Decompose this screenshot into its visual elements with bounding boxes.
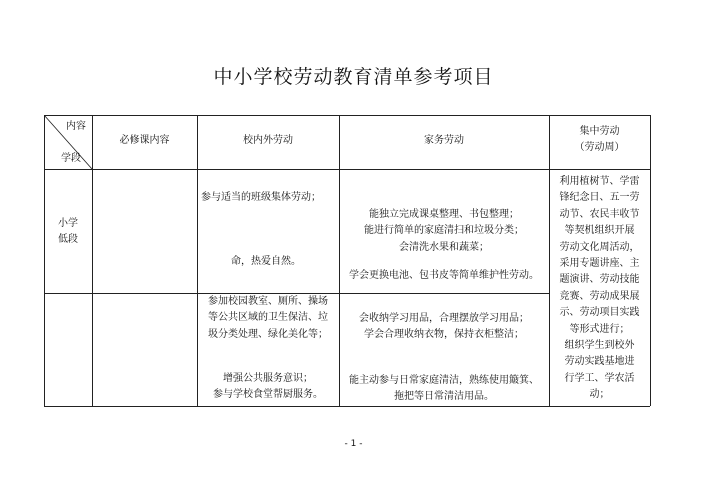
household-labor-cell	[339, 311, 549, 344]
household-labor-line: 拖把等日常清洁用品。	[394, 391, 494, 403]
focused-labor-line: 等契机组织开展	[564, 225, 635, 237]
stage-label-line: 小学	[58, 218, 78, 229]
table-border-right	[650, 115, 651, 406]
household-labor-line: 能独立完成课桌整理、书包整理；	[369, 209, 519, 220]
focused-labor-line: 动；	[589, 389, 610, 401]
focused-labor-line: 竞赛、劳动成果展	[559, 290, 640, 302]
campus-labor-text: 命，热爱自然。	[231, 256, 301, 267]
campus-labor-line: 参与学校食堂帮厨服务。	[213, 389, 323, 401]
header-campus-labor: 校内外劳动	[243, 135, 293, 146]
focused-labor-line: 示、劳动项目实践	[559, 307, 640, 319]
campus-labor-line: 等公共区域的卫生保洁、垃	[208, 312, 328, 324]
page-number: - 1 -	[344, 439, 363, 449]
page-title: 中小学校劳动教育清单参考项目	[213, 66, 494, 88]
header-focused-labor-line: 集中劳动	[579, 126, 620, 137]
header-household-labor: 家务劳动	[424, 135, 464, 146]
focused-labor-cell	[549, 174, 650, 404]
household-labor-line: 学会更换电池、包书皮等简单维护性劳动。	[349, 270, 539, 281]
household-labor-line: 能进行简单的家庭清扫和垃圾分类；	[364, 225, 524, 237]
focused-labor-line: 劳动文化周活动，	[559, 241, 640, 253]
focused-labor-line: 题演讲、劳动技能	[559, 274, 640, 286]
household-labor-line: 学会合理收纳衣物，保持衣柜整洁；	[364, 329, 524, 341]
campus-labor-cell	[197, 294, 339, 343]
household-labor-cell	[339, 207, 549, 256]
header-required-course: 必修课内容	[119, 135, 170, 146]
household-labor-cell	[339, 373, 549, 406]
stage-label-line: 低段	[58, 234, 78, 246]
column-divider	[197, 115, 198, 406]
header-focused-labor-line: （劳动周）	[574, 142, 625, 154]
focused-labor-line: 劳动实践基地进	[564, 356, 635, 368]
focused-labor-line: 动节、农民丰收节	[559, 208, 640, 220]
focused-labor-line: 等形式进行；	[569, 323, 630, 335]
column-divider	[339, 115, 340, 406]
household-labor-line: 能主动参与日常家庭清洁，熟练使用簸箕、	[349, 375, 539, 386]
focused-labor-line: 利用植树节、学雷	[559, 176, 640, 187]
header-focused-labor	[549, 124, 650, 157]
campus-labor-cell	[197, 371, 339, 404]
campus-labor-text: 参与适当的班级集体劳动；	[201, 192, 321, 203]
focused-labor-line: 锋纪念日、五一劳	[559, 192, 640, 204]
focused-labor-line: 采用专题讲座、主	[559, 258, 640, 270]
header-corner-stage: 学段	[61, 153, 81, 164]
focused-labor-line: 组织学生到校外	[564, 340, 635, 352]
campus-labor-line: 增强公共服务意识；	[223, 373, 313, 384]
stage-cell	[44, 216, 92, 249]
header-corner-content: 内容	[66, 121, 86, 132]
column-divider	[92, 115, 93, 406]
campus-labor-line: 圾分类处理、绿化美化等；	[208, 328, 328, 340]
header-divider	[44, 169, 650, 170]
household-labor-line: 会收纳学习用品，合理摆放学习用品；	[359, 313, 529, 324]
household-labor-line: 会清洗水果和蔬菜；	[399, 241, 489, 253]
focused-labor-line: 行学工、学农活	[564, 372, 635, 384]
table-border-top	[44, 115, 650, 116]
campus-labor-line: 参加校园教室、厕所、操场	[208, 296, 328, 307]
table-border-bottom	[44, 406, 650, 407]
